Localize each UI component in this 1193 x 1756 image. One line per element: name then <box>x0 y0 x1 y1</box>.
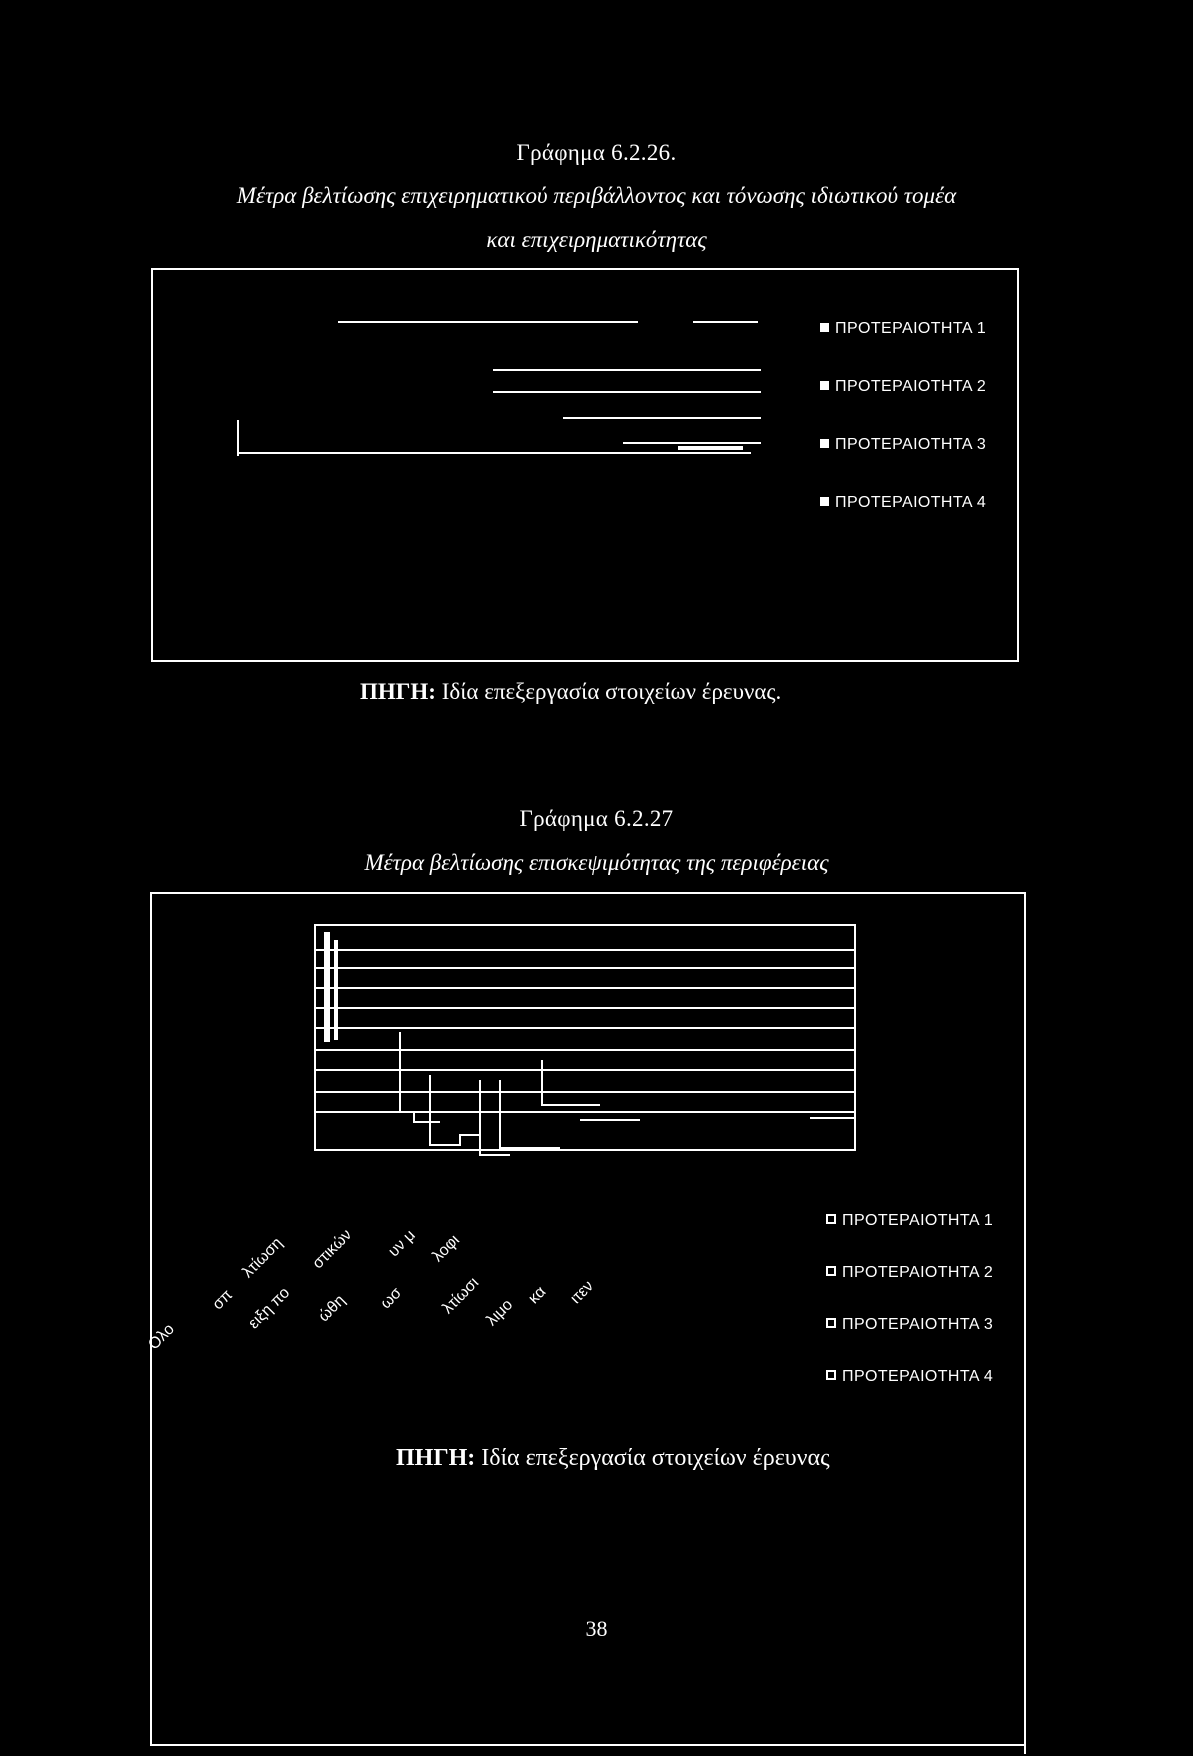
figure2-step-line <box>400 1032 440 1122</box>
figure2-step-line <box>500 1080 560 1148</box>
figure2-bar <box>334 940 338 1040</box>
figure2-chart-plot <box>310 920 860 1160</box>
figure2-category-label: ωσ <box>377 1284 406 1313</box>
figure2-bar <box>324 932 330 1042</box>
figure2-category-label: κα <box>525 1283 550 1308</box>
legend-swatch-icon <box>820 381 829 390</box>
figure2-category-label: ώθη <box>315 1291 349 1326</box>
figure2-category-label: Ολο <box>145 1320 178 1354</box>
figure1-source <box>360 679 781 705</box>
figure1-legend-item-1: ΠΡΟΤΕΡΑΙΟΤΗΤΑ 1 <box>820 320 986 338</box>
figure2-category-label: λτίωση <box>239 1234 287 1282</box>
page-number: 38 <box>585 1616 608 1641</box>
figure2-legend-item-4: ΠΡΟΤΕΡΑΙΟΤΗΤΑ 4 <box>826 1368 993 1386</box>
figure2-label: Γράφημα 6.2.27 <box>519 806 674 831</box>
figure2-title: Μέτρα βελτίωσης επισκεψιμότητας της περιφέρειας <box>364 850 829 875</box>
figure2-category-label: ιτεν <box>567 1277 597 1308</box>
figure1-title-line2: και επιχειρηματικότητας <box>486 227 707 252</box>
legend-swatch-icon <box>826 1214 836 1224</box>
figure1-legend-item-3: ΠΡΟΤΕΡΑΙΟΤΗΤΑ 3 <box>820 436 986 454</box>
figure1-legend-item-2: ΠΡΟΤΕΡΑΙΟΤΗΤΑ 2 <box>820 378 986 396</box>
figure2-legend-item-3: ΠΡΟΤΕΡΑΙΟΤΗΤΑ 3 <box>826 1316 993 1334</box>
legend-swatch-icon <box>820 439 829 448</box>
figure2-category-label: στικών <box>309 1226 356 1273</box>
figure2-category-label: σπ <box>209 1286 237 1314</box>
legend-swatch-icon <box>820 497 829 506</box>
figure2-step-line <box>542 1060 600 1105</box>
figure2-step-line <box>430 1075 480 1145</box>
figure1-label: Γράφημα 6.2.26. <box>516 140 677 165</box>
legend-swatch-icon <box>826 1370 836 1380</box>
figure2-source-text: Ιδία επεξεργασία στοιχείων έρευνας <box>475 1445 830 1471</box>
figure2-plot-area <box>315 925 855 1150</box>
figure1-legend-item-4: ΠΡΟΤΕΡΑΙΟΤΗΤΑ 4 <box>820 494 986 512</box>
figure2-category-label: λοφι <box>429 1231 463 1266</box>
figure2-legend-item-1: ΠΡΟΤΕΡΑΙΟΤΗΤΑ 1 <box>826 1212 993 1230</box>
figure2-category-label: λτίωσι <box>439 1274 483 1318</box>
figure1-title-line1: Μέτρα βελτίωσης επιχειρηματικού περιβάλλοντος και τόνωσης ιδιωτικού τομέα <box>236 183 957 208</box>
figure2-category-label: λιμο <box>483 1296 517 1330</box>
figure2-category-label: ειξη πο <box>245 1284 294 1333</box>
figure2-frame-top <box>150 892 1026 894</box>
figure2-frame-bottom <box>150 1744 1026 1746</box>
legend-swatch-icon <box>826 1318 836 1328</box>
figure2-legend-item-2: ΠΡΟΤΕΡΑΙΟΤΗΤΑ 2 <box>826 1264 993 1282</box>
figure2-source <box>396 1445 830 1472</box>
figure1-source-label: ΠΗΓΗ: <box>360 679 436 704</box>
figure1-source-text: Ιδία επεξεργασία στοιχείων έρευνας. <box>435 679 782 704</box>
figure2-category-label: υν μ <box>385 1226 419 1261</box>
legend-swatch-icon <box>826 1266 836 1276</box>
figure1-chart-frame <box>151 268 1019 662</box>
figure2-source-label: ΠΗΓΗ: <box>396 1445 476 1471</box>
legend-swatch-icon <box>820 323 829 332</box>
